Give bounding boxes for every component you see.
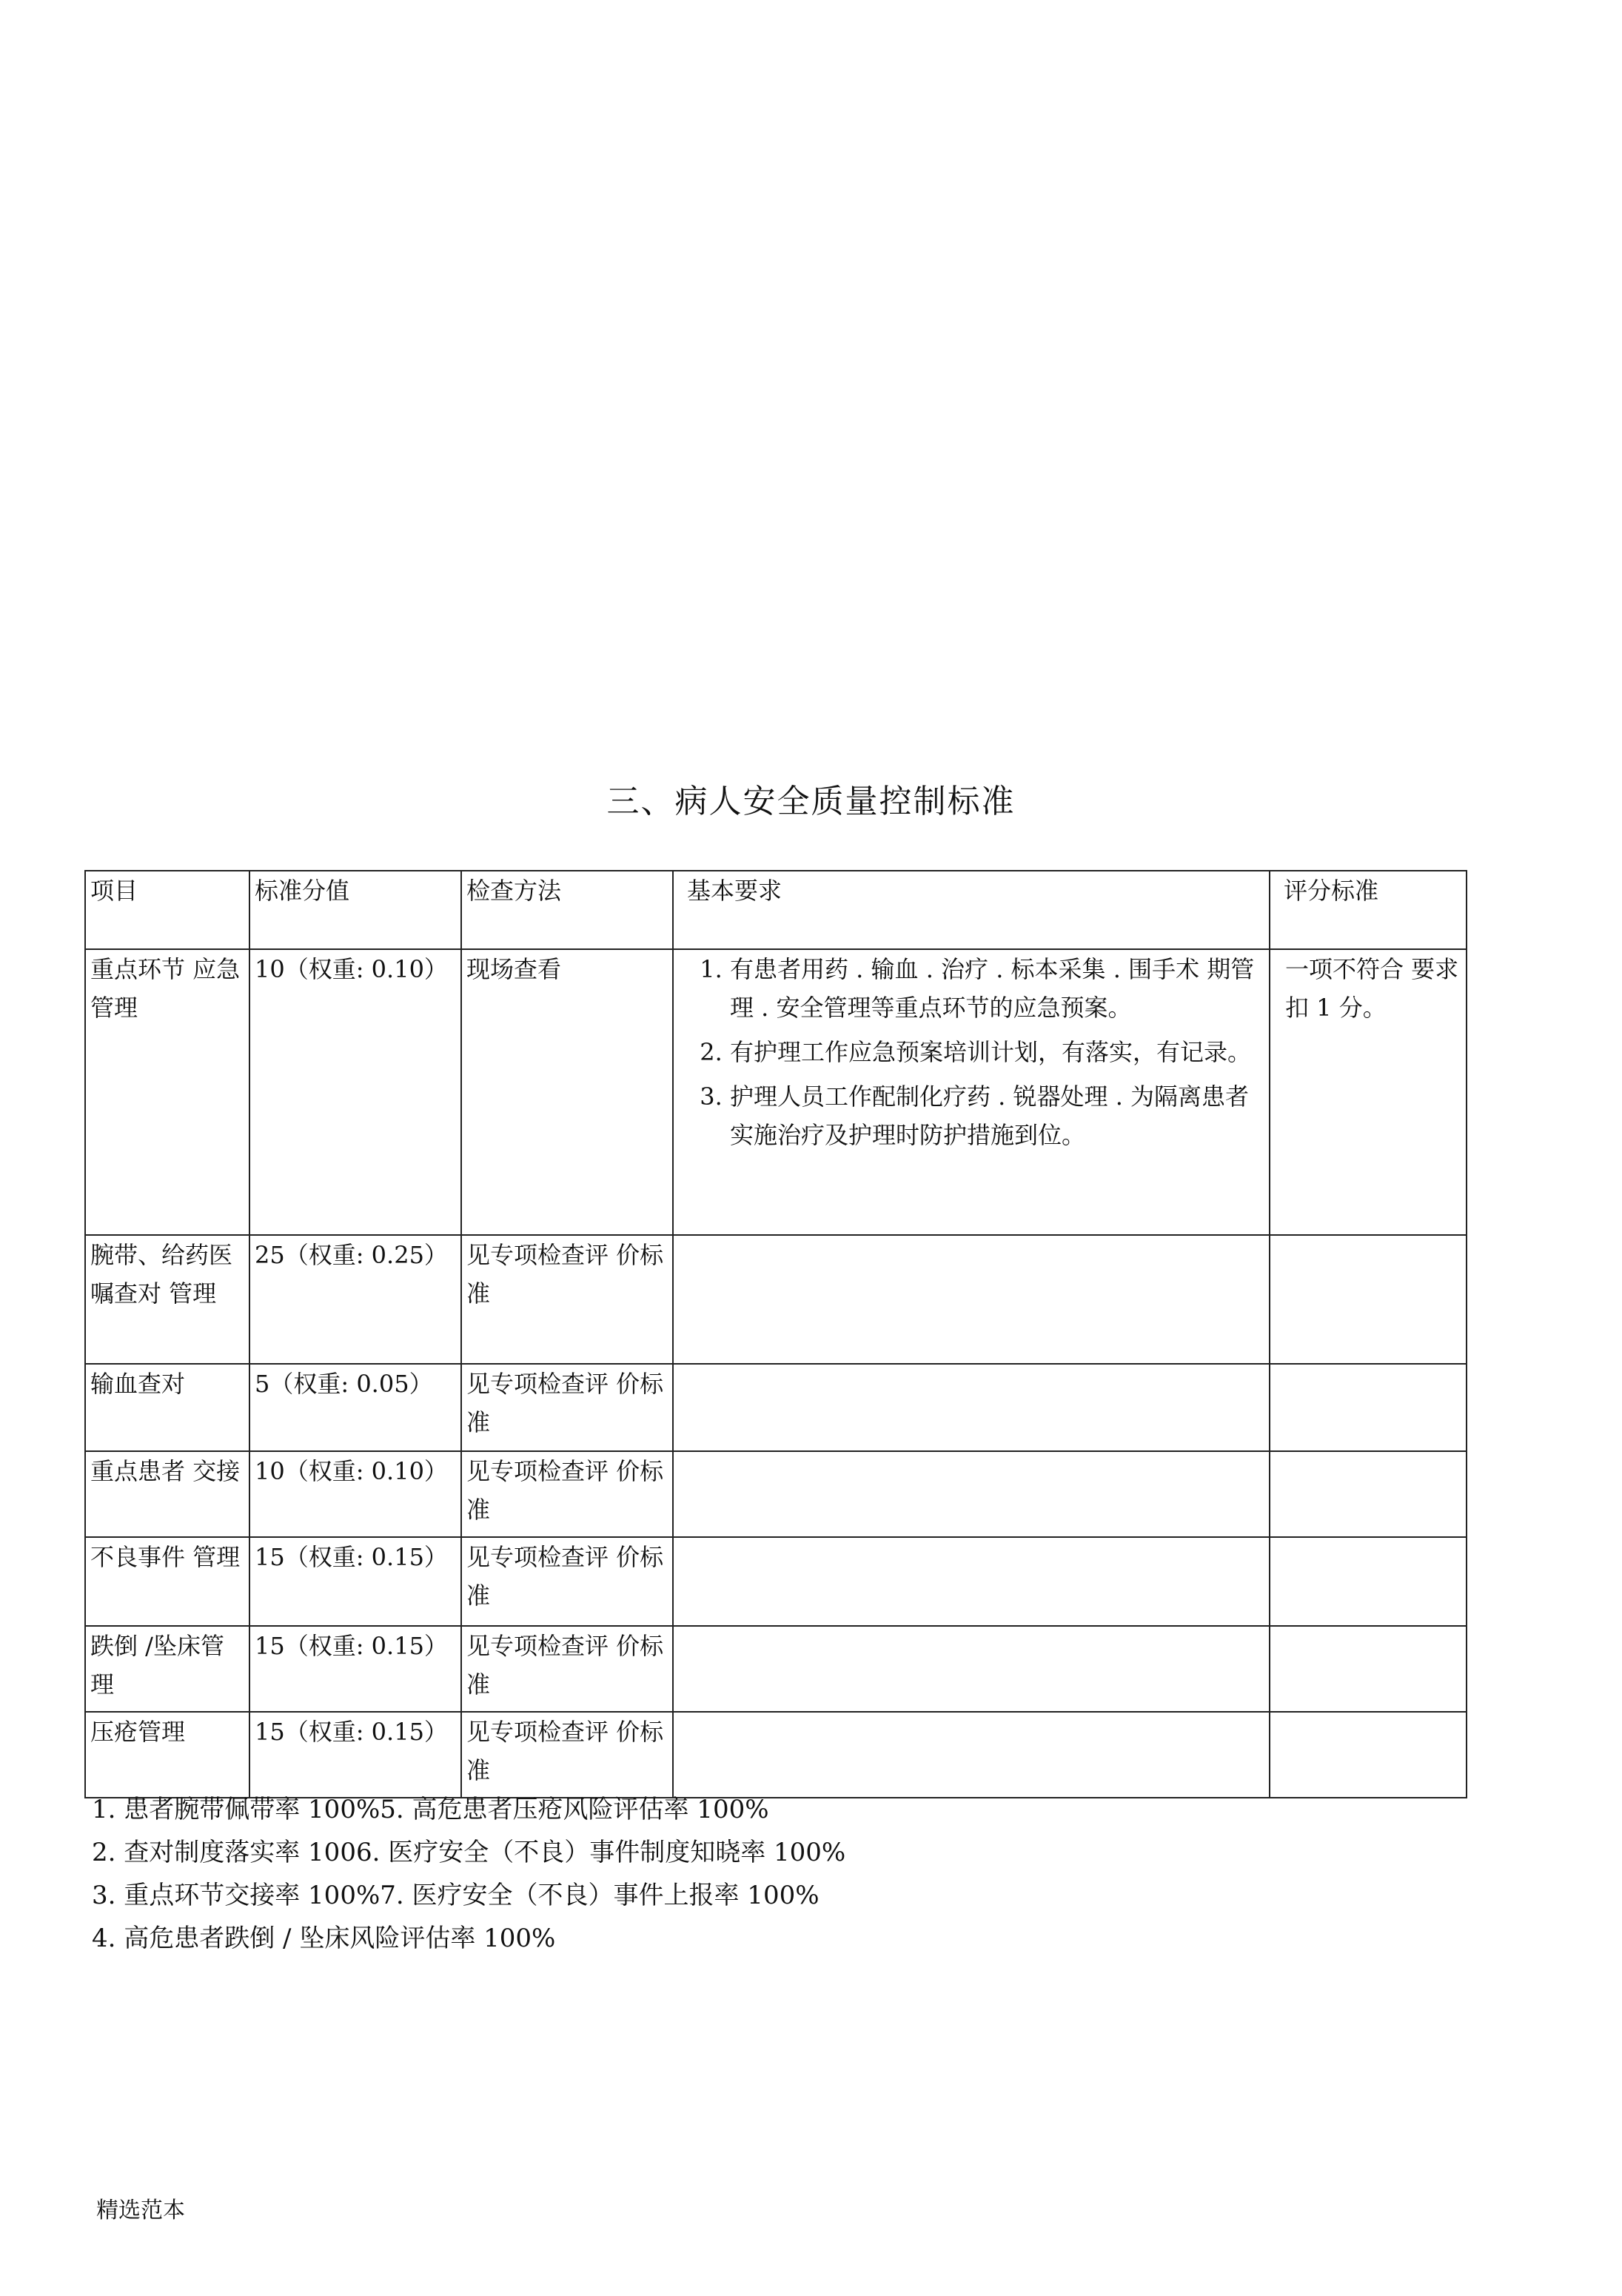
requirement-item: 3. 护理人员工作配制化疗药 . 锐器处理 . 为隔离患者实施治疗及护理时防护措施到位。 [730, 1077, 1264, 1154]
score-cell: 5（权重: 0.05） [249, 1364, 461, 1451]
requirements-cell [673, 1451, 1270, 1537]
table-row [85, 1451, 1467, 1537]
criteria-cell [1270, 1451, 1467, 1537]
requirements-cell [673, 1537, 1270, 1626]
requirement-item: 2. 有护理工作应急预案培训计划，有落实，有记录。 [730, 1033, 1264, 1071]
requirements-cell [673, 1712, 1270, 1798]
criteria-cell [1270, 1537, 1467, 1626]
table-row [85, 1537, 1467, 1626]
table-header-row [85, 871, 1467, 949]
header-cell: 评分标准 [1270, 871, 1467, 949]
header-cell: 标准分值 [249, 871, 461, 949]
criteria-cell [1270, 1712, 1467, 1798]
page-title: 三、病人安全质量控制标准 [606, 783, 1016, 820]
metric-line: 4. 高危患者跌倒 / 坠床风险评估率 100% [92, 1924, 556, 1953]
criteria-cell [1270, 1626, 1467, 1712]
score-cell: 15（权重: 0.15） [249, 1712, 461, 1798]
method-cell: 现场查看 [461, 949, 673, 1235]
criteria-cell [1270, 1235, 1467, 1364]
score-cell: 15（权重: 0.15） [249, 1537, 461, 1626]
metric-line: 1. 患者腕带佩带率 100%5. 高危患者压疮风险评估率 100% [92, 1795, 769, 1824]
table-row [85, 949, 1467, 1235]
header-cell: 检查方法 [461, 871, 673, 949]
score-cell: 10（权重: 0.10） [249, 1451, 461, 1537]
method-cell: 见专项检查评 价标准 [461, 1537, 673, 1626]
requirement-item: 1. 有患者用药 . 输血 . 治疗 . 标本采集 . 围手术 期管理 . 安全管理等重点环节的应急预案。 [730, 950, 1264, 1027]
method-cell: 见专项检查评 价标准 [461, 1712, 673, 1798]
table-row [85, 1626, 1467, 1712]
requirements-list [678, 950, 1264, 1154]
table-row [85, 1235, 1467, 1364]
method-cell: 见专项检查评 价标准 [461, 1364, 673, 1451]
item-cell: 重点患者 交接 [85, 1451, 249, 1537]
table-row [85, 1364, 1467, 1451]
header-cell: 项目 [85, 871, 249, 949]
header-cell: 基本要求 [673, 871, 1270, 949]
metrics-list [92, 1788, 845, 1960]
score-cell: 10（权重: 0.10） [249, 949, 461, 1235]
criteria-cell: 一项不符合 要求扣 1 分。 [1270, 949, 1467, 1235]
method-cell: 见专项检查评 价标准 [461, 1451, 673, 1537]
score-cell: 25（权重: 0.25） [249, 1235, 461, 1364]
standards-table [84, 870, 1467, 1798]
item-cell: 跌倒 /坠床管理 [85, 1626, 249, 1712]
requirements-cell [673, 1235, 1270, 1364]
method-cell: 见专项检查评 价标准 [461, 1235, 673, 1364]
table-row [85, 1712, 1467, 1798]
requirements-cell [673, 1626, 1270, 1712]
footer-note: 精选范本 [96, 2198, 185, 2223]
item-cell: 腕带、给药医嘱查对 管理 [85, 1235, 249, 1364]
item-cell: 输血查对 [85, 1364, 249, 1451]
score-cell: 15（权重: 0.15） [249, 1626, 461, 1712]
criteria-cell [1270, 1364, 1467, 1451]
item-cell: 不良事件 管理 [85, 1537, 249, 1626]
item-cell: 压疮管理 [85, 1712, 249, 1798]
item-cell: 重点环节 应急管理 [85, 949, 249, 1235]
requirements-cell [673, 1364, 1270, 1451]
metric-line: 2. 查对制度落实率 1006. 医疗安全（不良）事件制度知晓率 100% [92, 1838, 846, 1867]
requirements-cell [673, 949, 1270, 1235]
metric-line: 3. 重点环节交接率 100%7. 医疗安全（不良）事件上报率 100% [92, 1881, 820, 1910]
method-cell: 见专项检查评 价标准 [461, 1626, 673, 1712]
